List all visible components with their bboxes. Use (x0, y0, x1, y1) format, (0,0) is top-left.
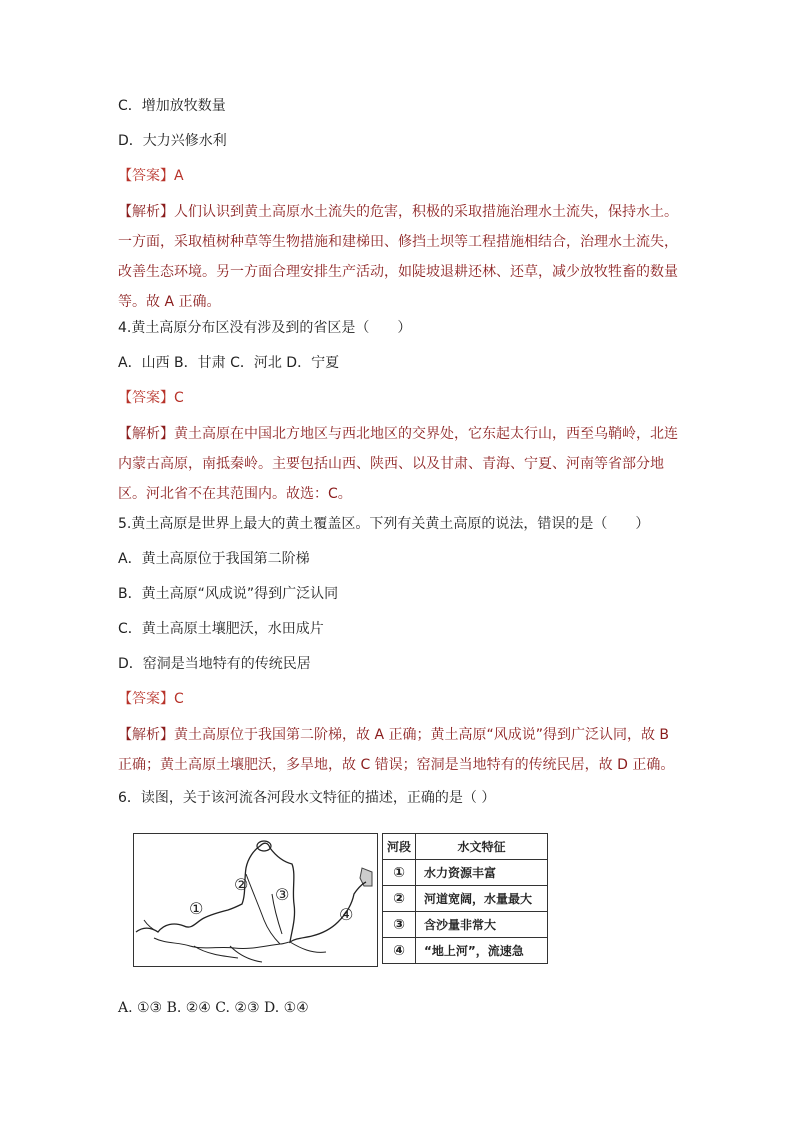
analysis-text: 黄土高原位于我国第二阶梯，故 A 正确；黄土高原“风成说”得到广泛认同，故 B 正确；黄土高原土壤肥沃，多旱地，故 C 错误；窑洞是当地特有的传统民居，故 D 正确。 (118, 727, 675, 773)
q6-stem: 6．读图，关于该河流各河段水文特征的描述，正确的是（ ） (118, 790, 496, 806)
q5-analysis (118, 720, 683, 780)
q5-option-c: C．黄土高原土壤肥沃，水田成片 (118, 621, 324, 637)
row-feature: 水力资源丰富 (416, 860, 548, 886)
answer-value: A (174, 168, 184, 184)
row-feature: 含沙量非常大 (416, 912, 548, 938)
table-row (383, 938, 548, 964)
q5-option-b: B．黄土高原“风成说”得到广泛认同 (118, 586, 339, 602)
map-label-1: ① (189, 899, 204, 918)
q3-option-d: D．大力兴修水利 (118, 133, 227, 149)
q6-options: A. ①③ B. ②④ C. ②③ D. ①④ (118, 1000, 309, 1016)
analysis-label: 【解析】 (118, 426, 174, 442)
q4-analysis (118, 419, 683, 509)
q5-option-a: A．黄土高原位于我国第二阶梯 (118, 551, 310, 567)
analysis-text: 人们认识到黄土高原水土流失的危害，积极的采取措施治理水土流失，保持水土。一方面，采取植树种草等生物措施和建梯田、修挡土坝等工程措施相结合，治理水土流失，改善生态环境。另一方面合理安排生产活动，如陡坡退耕还林、还草，减少放牧牲畜的数量等。故 A 正确。 (118, 204, 678, 310)
q3-answer (118, 166, 184, 186)
header-feature: 水文特征 (416, 834, 548, 860)
river-figure (133, 833, 548, 971)
map-label-2: ② (234, 875, 249, 894)
row-segment: ① (383, 860, 416, 886)
hydro-table (382, 833, 548, 964)
q5-stem: 5.黄土高原是世界上最大的黄土覆盖区。下列有关黄土高原的说法，错误的是（ ） (118, 516, 650, 532)
header-segment: 河段 (383, 834, 416, 860)
main-river-line (136, 843, 366, 942)
answer-value: C (174, 691, 184, 707)
q4-options: A．山西 B．甘肃 C．河北 D．宁夏 (118, 355, 340, 371)
tributary-line (290, 942, 326, 952)
q4-stem: 4.黄土高原分布区没有涉及到的省区是（ ） (118, 320, 412, 336)
row-segment: ② (383, 886, 416, 912)
q3-analysis (118, 197, 683, 317)
q4-answer (118, 388, 184, 408)
table-row (383, 912, 548, 938)
row-feature: 河道宽阔，水量最大 (416, 886, 548, 912)
table-header-row (383, 834, 548, 860)
q5-option-d: D．窑洞是当地特有的传统民居 (118, 656, 311, 672)
tributary-line (154, 938, 290, 949)
answer-value: C (174, 390, 184, 406)
analysis-label: 【解析】 (118, 727, 174, 743)
row-segment: ④ (383, 938, 416, 964)
table-row (383, 886, 548, 912)
table-row (383, 860, 548, 886)
answer-label: 【答案】 (118, 691, 174, 707)
river-map-svg (134, 834, 379, 968)
q5-answer (118, 689, 184, 709)
analysis-text: 黄土高原在中国北方地区与西北地区的交界处，它东起太行山，西至乌鞘岭，北连内蒙古高原，南抵秦岭。主要包括山西、陕西、以及甘肃、青海、宁夏、河南等省部分地区。河北省不在其范围内。故选：C。 (118, 426, 678, 502)
answer-label: 【答案】 (118, 168, 174, 184)
sea-shape (360, 868, 372, 886)
analysis-label: 【解析】 (118, 204, 174, 220)
row-feature: “地上河”，流速急 (416, 938, 548, 964)
map-label-4: ④ (339, 905, 354, 924)
q3-option-c: C．增加放牧数量 (118, 98, 226, 114)
river-map (133, 833, 378, 967)
map-label-3: ③ (275, 885, 290, 904)
row-segment: ③ (383, 912, 416, 938)
answer-label: 【答案】 (118, 390, 174, 406)
